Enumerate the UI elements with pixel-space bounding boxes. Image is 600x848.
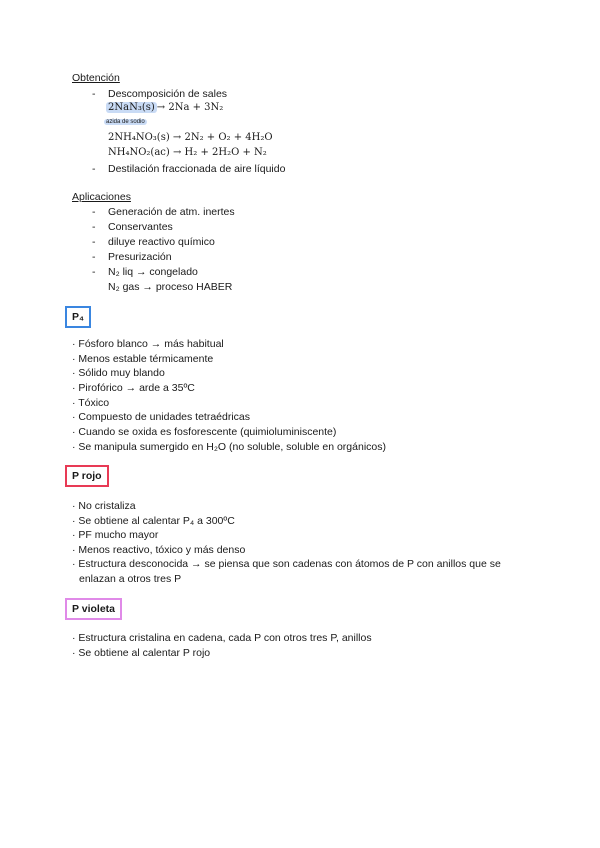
aplicaciones-heading: Aplicaciones xyxy=(72,191,131,203)
p-rojo-item-3: · PF mucho mayor xyxy=(72,529,159,541)
p4-item-2: · Menos estable térmicamente xyxy=(72,353,214,365)
p-rojo-title-box: P rojo xyxy=(65,465,109,487)
aplicaciones-dash-5: - xyxy=(92,266,96,278)
aplicaciones-dash-4: - xyxy=(92,251,96,263)
obtencion-dash-2: - xyxy=(92,163,96,175)
p-violeta-item-1: · Estructura cristalina en cadena, cada P con otros tres P, anillos xyxy=(72,632,372,644)
p-rojo-item-4: · Menos reactivo, tóxico y más denso xyxy=(72,544,246,556)
p4-item-7: · Cuando se oxida es fosforescente (quimioluminiscente) xyxy=(72,426,337,438)
aplicaciones-item-3: diluye reactivo químico xyxy=(108,236,215,248)
aplicaciones-item-1: Generación de atm. inertes xyxy=(108,206,235,218)
formula-nitrito: NH₄NO₂(ac) → H₂ + 2H₂O + N₂ xyxy=(108,147,267,158)
p-rojo-item-5: · Estructura desconocida → se piensa que son cadenas con átomos de P con anillos que se xyxy=(72,558,501,570)
p-rojo-continuation: enlazan a otros tres P xyxy=(79,573,182,585)
p-rojo-item-1: · No cristaliza xyxy=(72,500,136,512)
aplicaciones-item-4: Presurización xyxy=(108,251,172,263)
p-violeta-title-box: P violeta xyxy=(65,598,122,620)
obtencion-item-2: Destilación fraccionada de aire líquido xyxy=(108,163,286,175)
p4-item-3: · Sólido muy blando xyxy=(72,367,165,379)
p-rojo-item-2: · Se obtiene al calentar P₄ a 300ºC xyxy=(72,515,235,527)
obtencion-item-1: Descomposición de sales xyxy=(108,88,228,100)
obtencion-heading: Obtención xyxy=(72,72,120,84)
azida-label: azida de sodio xyxy=(106,119,145,125)
obtencion-dash-1: - xyxy=(92,88,96,100)
p4-title-box: P₄ xyxy=(65,306,91,328)
aplicaciones-item-2: Conservantes xyxy=(108,221,173,233)
formula-azida-highlight: 2NaN₃(s) xyxy=(108,102,155,113)
p4-item-4: · Pirofórico → arde a 35ºC xyxy=(72,382,195,394)
formula-azida-rest: → 2Na + 3N₂ xyxy=(156,102,224,113)
aplicaciones-dash-2: - xyxy=(92,221,96,233)
p-violeta-item-2: · Se obtiene al calentar P rojo xyxy=(72,647,211,659)
formula-nitrato: 2NH₄NO₃(s) → 2N₂ + O₂ + 4H₂O xyxy=(108,132,273,143)
aplicaciones-dash-3: - xyxy=(92,236,96,248)
aplicaciones-dash-1: - xyxy=(92,206,96,218)
p4-item-8: · Se manipula sumergido en H₂O (no soluble, soluble en orgánicos) xyxy=(72,441,386,453)
p4-item-5: · Tóxico xyxy=(72,397,110,409)
p4-item-1: · Fósforo blanco → más habitual xyxy=(72,338,224,350)
formula-azida xyxy=(106,102,223,113)
p4-item-6: · Compuesto de unidades tetraédricas xyxy=(72,411,251,423)
aplicaciones-item-5: N₂ liq → congelado xyxy=(108,266,198,278)
aplicaciones-continuation: N₂ gas → proceso HABER xyxy=(108,281,233,293)
